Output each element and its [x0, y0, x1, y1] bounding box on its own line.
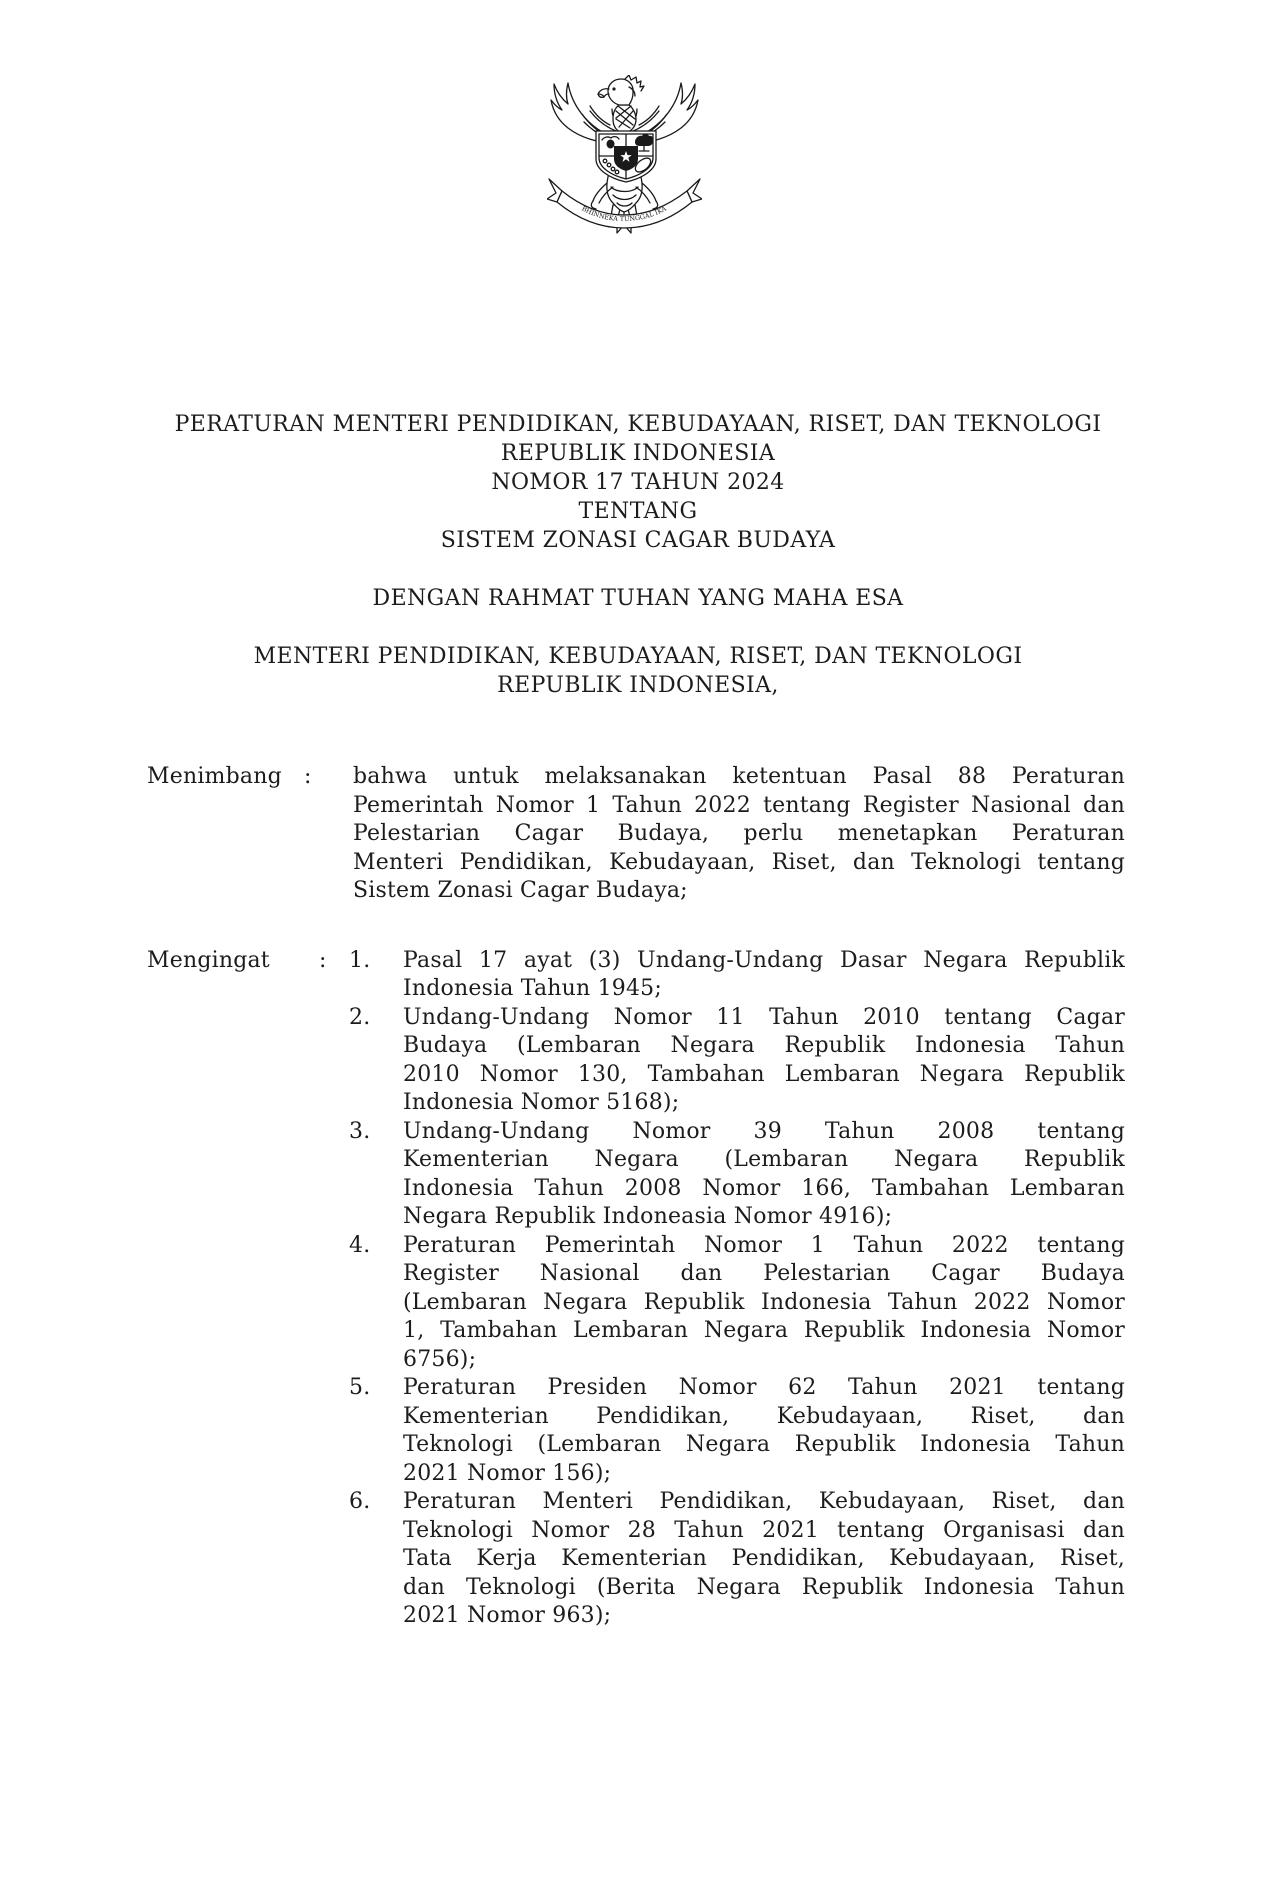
mengingat-item-text — [403, 1004, 1125, 1118]
mengingat-item-number: 4. — [349, 1232, 371, 1258]
title-block — [0, 410, 1276, 700]
regulation-tentang-line: TENTANG — [578, 499, 698, 524]
text-line: Peraturan Menteri Pendidikan, Kebudayaan, Riset, dan — [403, 1489, 1125, 1514]
mengingat-item-text — [403, 1118, 1125, 1232]
text-line: Indonesia Tahun 2008 Nomor 166, Tambahan Lembaran — [403, 1175, 1125, 1201]
mengingat-item — [349, 1488, 1125, 1631]
text-line: (Lembaran Negara Republik Indonesia Tahun 2022 Nomor — [403, 1289, 1125, 1315]
mengingat-colon: : — [319, 947, 327, 973]
text-line: Tata Kerja Kementerian Pendidikan, Kebudayaan, Riset, — [403, 1546, 1125, 1571]
regulation-title-line: REPUBLIK INDONESIA — [500, 441, 776, 466]
text-line: Menteri Pendidikan, Kebudayaan, Riset, dan Teknologi tentang — [353, 849, 1125, 875]
mengingat-list — [349, 947, 1125, 1631]
invocation-line: DENGAN RAHMAT TUHAN YANG MAHA ESA — [372, 586, 904, 611]
spacer — [0, 555, 1276, 584]
mengingat-item-number: 6. — [349, 1489, 371, 1514]
mengingat-label: Mengingat — [147, 947, 270, 973]
text-line: 1, Tambahan Lembaran Negara Republik Indonesia Nomor — [403, 1318, 1125, 1343]
text-line: 2021 Nomor 156); — [403, 1460, 612, 1486]
text-line: Pelestarian Cagar Budaya, perlu menetapkan Peraturan — [353, 821, 1125, 846]
mengingat-item-text — [403, 1488, 1125, 1631]
text-line: Sistem Zonasi Cagar Budaya; — [353, 878, 688, 903]
text-line: Register Nasional dan Pelestarian Cagar Budaya — [403, 1261, 1125, 1286]
mengingat-item — [349, 1118, 1125, 1232]
mengingat-item — [349, 1232, 1125, 1375]
text-line: 6756); — [403, 1346, 477, 1372]
mengingat-item — [349, 1374, 1125, 1488]
text-line: Pemerintah Nomor 1 Tahun 2022 tentang Register Nasional dan — [353, 792, 1125, 818]
text-line: Budaya (Lembaran Negara Republik Indonesia Tahun — [403, 1033, 1125, 1058]
text-line: Teknologi (Lembaran Negara Republik Indonesia Tahun — [403, 1432, 1125, 1457]
regulation-title-line: PERATURAN MENTERI PENDIDIKAN, KEBUDAYAAN, RISET, DAN TEKNOLOGI — [174, 412, 1102, 437]
menimbang-colon: : — [304, 764, 312, 789]
text-line: bahwa untuk melaksanakan ketentuan Pasal 88 Peraturan — [353, 764, 1125, 789]
mengingat-section — [147, 947, 1125, 1631]
text-line: Kementerian Negara (Lembaran Negara Republik — [403, 1147, 1125, 1172]
regulation-number-line: NOMOR 17 TAHUN 2024 — [491, 470, 785, 495]
emblem-motto-text: BHINNEKA TUNGGAL IKA — [580, 204, 668, 224]
garuda-pancasila-emblem — [547, 75, 702, 235]
document-body — [147, 763, 1125, 1631]
mengingat-item-number: 3. — [349, 1118, 371, 1144]
text-line: Teknologi Nomor 28 Tahun 2021 tentang Organisasi dan — [403, 1517, 1125, 1543]
mengingat-item-number: 2. — [349, 1004, 371, 1030]
text-line: Indonesia Nomor 5168); — [403, 1090, 680, 1115]
text-line: Peraturan Pemerintah Nomor 1 Tahun 2022 tentang — [403, 1232, 1125, 1258]
regulation-subject-line: SISTEM ZONASI CAGAR BUDAYA — [440, 528, 836, 553]
authority-line: MENTERI PENDIDIKAN, KEBUDAYAAN, RISET, DAN TEKNOLOGI — [253, 644, 1023, 669]
mengingat-item — [349, 1004, 1125, 1118]
text-line: 2021 Nomor 963); — [403, 1603, 612, 1628]
text-line: dan Teknologi (Berita Negara Republik Indonesia Tahun — [403, 1574, 1125, 1600]
text-line: Kementerian Pendidikan, Kebudayaan, Riset, dan — [403, 1403, 1125, 1429]
text-line: Undang-Undang Nomor 39 Tahun 2008 tentang — [403, 1118, 1125, 1144]
menimbang-paragraph — [349, 763, 1125, 906]
mengingat-item-number: 5. — [349, 1375, 371, 1400]
spacer — [0, 613, 1276, 642]
text-line: Negara Republik Indoneasia Nomor 4916); — [403, 1204, 893, 1229]
mengingat-item-text — [403, 947, 1125, 1004]
mengingat-item-number: 1. — [349, 947, 371, 973]
text-line: 2010 Nomor 130, Tambahan Lembaran Negara Republik — [403, 1061, 1125, 1087]
menimbang-label: Menimbang — [147, 764, 282, 789]
text-line: Pasal 17 ayat (3) Undang-Undang Dasar Negara Republik — [403, 947, 1125, 973]
text-line: Peraturan Presiden Nomor 62 Tahun 2021 tentang — [403, 1375, 1125, 1400]
menimbang-section — [147, 763, 1125, 906]
mengingat-item — [349, 947, 1125, 1004]
mengingat-item-text — [403, 1232, 1125, 1375]
text-line: Undang-Undang Nomor 11 Tahun 2010 tentang Cagar — [403, 1004, 1125, 1030]
authority-line: REPUBLIK INDONESIA, — [497, 673, 779, 698]
text-line: Indonesia Tahun 1945; — [403, 976, 662, 1001]
mengingat-item-text — [403, 1374, 1125, 1488]
